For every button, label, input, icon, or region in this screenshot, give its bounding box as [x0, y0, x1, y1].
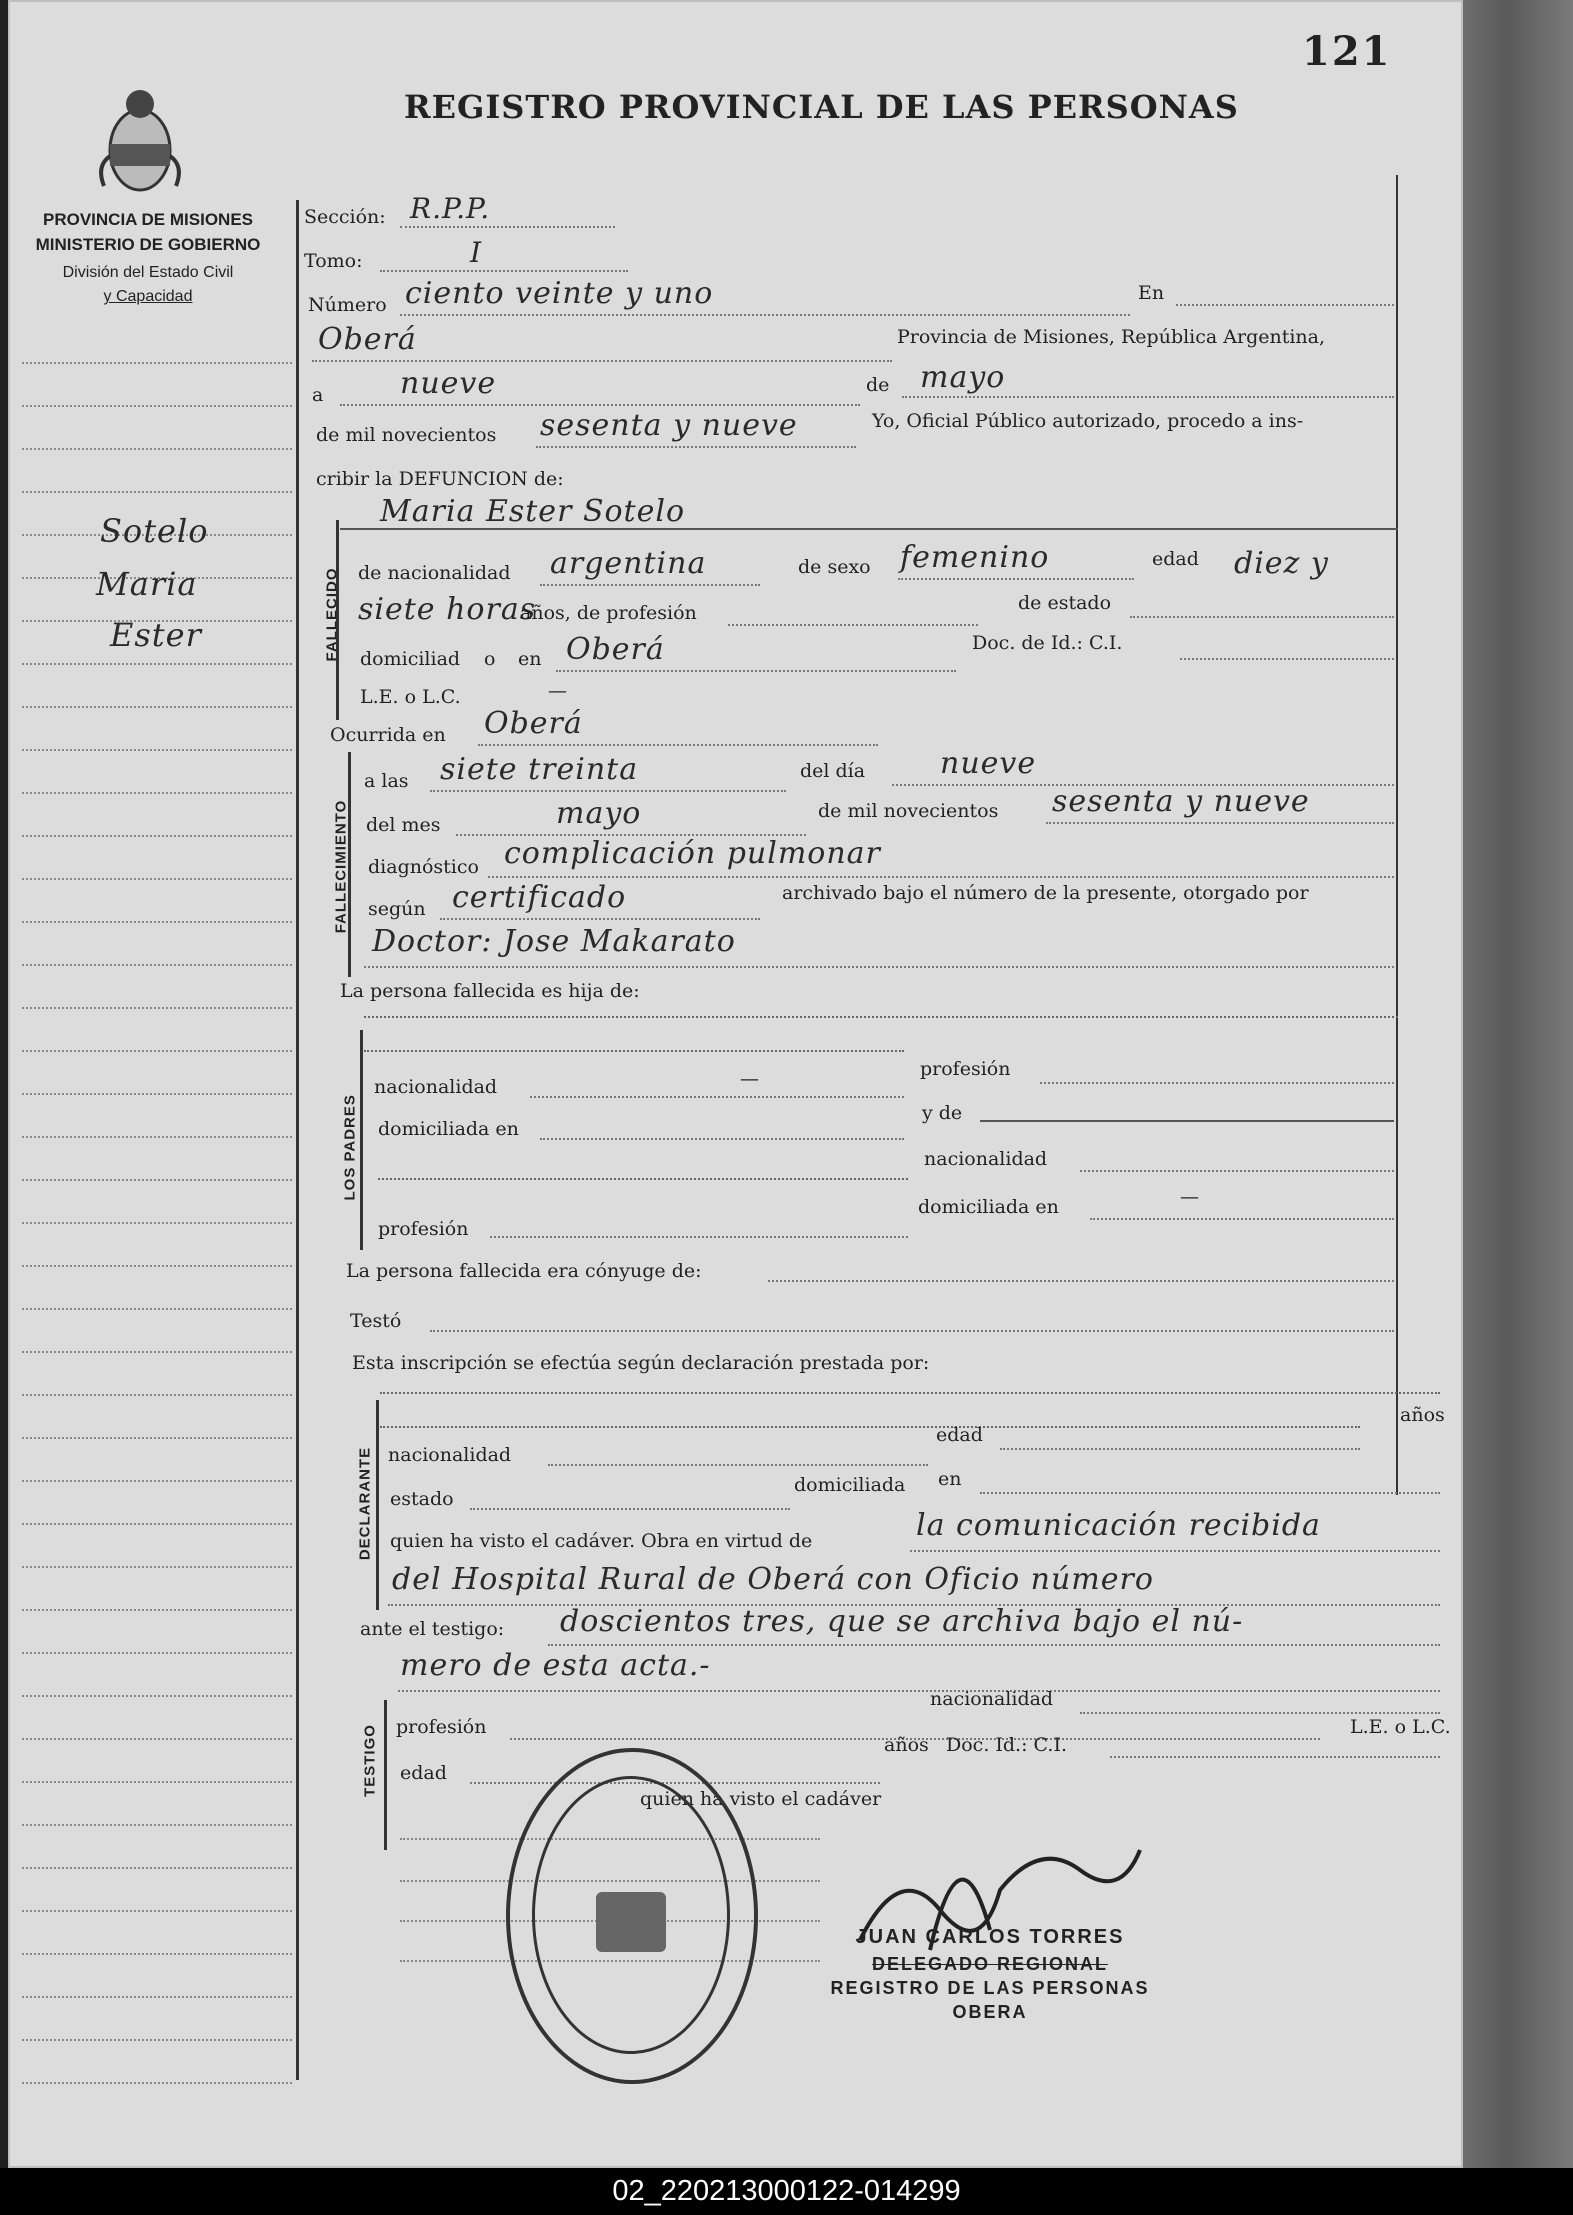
- margin-ruled-line: [22, 1609, 292, 1611]
- padres-blank-line: [378, 1178, 908, 1180]
- margin-ruled-line: [22, 1824, 292, 1826]
- domicilio-value: Oberá: [566, 632, 665, 667]
- obra-value-3: doscientos tres, que se archiva bajo el nú-: [560, 1604, 1244, 1639]
- coat-of-arms-icon: [96, 86, 184, 198]
- estado-label: de estado: [1018, 592, 1112, 614]
- margin-ruled-line: [22, 1996, 292, 1998]
- fallecido-label: FALLECIDO: [323, 567, 341, 662]
- margin-ruled-line: [22, 2039, 292, 2041]
- margin-ruled-line: [22, 1695, 292, 1697]
- madre-nacionalidad-line: [1080, 1166, 1394, 1172]
- margin-ruled-line: [22, 405, 292, 407]
- margin-ruled-line: [22, 1136, 292, 1138]
- division-heading: División del Estado Civil: [62, 264, 234, 281]
- margin-ruled-line: [22, 878, 292, 880]
- padres-label: LOS PADRES: [341, 1094, 359, 1201]
- form-right-border: [1396, 175, 1398, 1495]
- province-heading: PROVINCIA DE MISIONES: [42, 210, 253, 229]
- margin-ruled-line: [22, 835, 292, 837]
- page-number: 121: [1302, 28, 1392, 75]
- margin-ruled-line: [22, 448, 292, 450]
- padres-bracket: [360, 1030, 363, 1250]
- fallecimiento-anio-label: de mil novecientos: [818, 800, 999, 822]
- archivado-text: archivado bajo el número de la presente, otorgado por: [782, 882, 1309, 904]
- padre-nacionalidad-line: [530, 1092, 904, 1098]
- madre-name-line: [980, 1120, 1394, 1122]
- padre-profesion-line: [1040, 1078, 1394, 1084]
- ante-testigo-label: ante el testigo:: [360, 1618, 505, 1640]
- del-dia-value: nueve: [940, 746, 1037, 781]
- doc-line: [1180, 654, 1394, 660]
- book-spine: [1463, 0, 1573, 2168]
- hija-text: La persona fallecida es hija de:: [340, 980, 640, 1002]
- quien-text: quien ha visto el cadáver. Obra en virtud de: [390, 1530, 813, 1552]
- testigo-doc-label: Doc. Id.: C.I.: [946, 1734, 1067, 1756]
- lugar-value: Oberá: [318, 322, 417, 357]
- testigo-le-label: L.E. o L.C.: [1350, 1716, 1451, 1738]
- diagnostico-line: [488, 872, 1394, 878]
- domicilio-en: en: [518, 648, 542, 670]
- margin-ruled-line: [22, 1093, 292, 1095]
- nacionalidad-label: de nacionalidad: [358, 562, 511, 584]
- le-label: L.E. o L.C.: [360, 686, 461, 708]
- margin-ruled-line: [22, 1738, 292, 1740]
- fallecido-nombre: Maria Ester Sotelo: [380, 494, 686, 529]
- tomo-line: [380, 266, 628, 272]
- tomo-value: I: [470, 236, 483, 269]
- del-mes-label: del mes: [366, 814, 441, 836]
- margin-ruled-line: [22, 706, 292, 708]
- numero-value: ciento veinte y uno: [405, 276, 714, 311]
- margin-ruled-line: [22, 1394, 292, 1396]
- tomo-label: Tomo:: [304, 250, 363, 272]
- de-label: de: [866, 374, 890, 396]
- sexo-label: de sexo: [798, 556, 871, 578]
- obra-line-1: [910, 1546, 1440, 1552]
- dia-value: nueve: [400, 366, 497, 401]
- domicilio-label: domiciliad: [360, 648, 461, 670]
- madre-nacionalidad-label: nacionalidad: [924, 1148, 1048, 1170]
- anio-value: sesenta y nueve: [540, 408, 798, 443]
- margin-ruled-line: [22, 1910, 292, 1912]
- margin-ruled-line: [22, 1566, 292, 1568]
- margin-ruled-line: [22, 1351, 292, 1353]
- edad-value-2: siete horas: [358, 592, 537, 627]
- ministry-heading: MINISTERIO DE GOBIERNO: [35, 235, 261, 254]
- capacidad-heading: y Capacidad: [103, 288, 193, 305]
- declarante-edad-line: [1000, 1444, 1360, 1450]
- diagnostico-label: diagnóstico: [368, 856, 479, 878]
- testo-label: Testó: [350, 1310, 402, 1332]
- margin-ruled-line: [22, 964, 292, 966]
- margin-ruled-line: [22, 921, 292, 923]
- del-mes-value: mayo: [556, 796, 642, 831]
- estado-line: [1130, 612, 1394, 618]
- margin-ruled-line: [22, 1222, 292, 1224]
- mes-value: mayo: [920, 360, 1006, 395]
- domicilio-suffix: o: [484, 648, 496, 670]
- sexo-value: femenino: [900, 540, 1050, 575]
- hora-value: siete treinta: [440, 752, 639, 787]
- anios-profesion-label: años, de profesión: [520, 602, 697, 624]
- padre-domiciliada-label: domiciliada en: [378, 1118, 519, 1140]
- margin-ruled-line: [22, 749, 292, 751]
- conyuge-line: [768, 1276, 1394, 1282]
- margin-ruled-line: [22, 1265, 292, 1267]
- image-id-footer: 02_220213000122-014299: [0, 2168, 1573, 2215]
- declarante-nacionalidad-label: nacionalidad: [388, 1444, 512, 1466]
- margin-ruled-line: [22, 362, 292, 364]
- le-value: —: [548, 680, 567, 702]
- declarante-name-line: [380, 1426, 1360, 1428]
- declarante-top-rule: [380, 1392, 1440, 1394]
- padre-name-line: [364, 1050, 904, 1052]
- margin-ruled-line: [22, 1437, 292, 1439]
- declarante-domiciliada-line: [980, 1488, 1440, 1494]
- margin-name-first: Maria: [96, 565, 198, 603]
- testigo-anios-label: años: [884, 1734, 929, 1756]
- ocurrida-value: Oberá: [484, 706, 583, 741]
- declarante-bracket: [376, 1400, 379, 1610]
- margin-divider: [296, 200, 299, 2080]
- padres-top-rule: [364, 1016, 1398, 1018]
- edad-value-1: diez y: [1234, 546, 1329, 581]
- margin-ruled-line: [22, 792, 292, 794]
- padre-profesion2-label: profesión: [378, 1218, 469, 1240]
- testigo-quien-label: quien ha visto el cadáver: [640, 1788, 882, 1810]
- margin-name-second: Ester: [110, 616, 202, 654]
- conyuge-text: La persona fallecida era cónyuge de:: [346, 1260, 702, 1282]
- padre-nacionalidad-label: nacionalidad: [374, 1076, 498, 1098]
- margin-ruled-line: [22, 1523, 292, 1525]
- margin-name-surname: Sotelo: [100, 512, 209, 550]
- obra-value-2: del Hospital Rural de Oberá con Oficio número: [392, 1562, 1154, 1597]
- testigo-doc-line: [1110, 1752, 1440, 1758]
- margin-ruled-line: [22, 1953, 292, 1955]
- testigo-bracket: [384, 1700, 387, 1850]
- doctor-value: Doctor: Jose Makarato: [372, 924, 736, 959]
- numero-label: Número: [308, 294, 387, 316]
- margin-ruled-line: [22, 1308, 292, 1310]
- ocurrida-label: Ocurrida en: [330, 724, 446, 746]
- provincia-text: Provincia de Misiones, República Argentina,: [897, 326, 1326, 348]
- margin-ruled-line: [22, 663, 292, 665]
- official-stamp: [506, 1748, 758, 2084]
- oficial-text: Yo, Oficial Público autorizado, procedo a ins-: [872, 410, 1304, 432]
- diagnostico-value: complicación pulmonar: [504, 836, 881, 871]
- madre-domiciliada-dash: —: [1180, 1186, 1199, 1208]
- obra-line-3: [548, 1640, 1440, 1646]
- anio-prefix: de mil novecientos: [316, 424, 497, 446]
- margin-ruled-line: [22, 1007, 292, 1009]
- declarante-anios-label: años: [1400, 1404, 1445, 1426]
- segun-label: según: [368, 898, 426, 920]
- testigo-edad-label: edad: [400, 1762, 447, 1784]
- margin-ruled-line: [22, 1652, 292, 1654]
- declarante-en-label: en: [938, 1468, 962, 1490]
- y-de-label: y de: [922, 1102, 963, 1124]
- padre-profesion-label: profesión: [920, 1058, 1011, 1080]
- obra-value-1: la comunicación recibida: [916, 1508, 1321, 1543]
- testigo-nacionalidad-line: [1080, 1708, 1440, 1714]
- obra-value-4: mero de esta acta.-: [400, 1648, 711, 1683]
- seccion-label: Sección:: [304, 206, 386, 228]
- inscripcion-text: Esta inscripción se efectúa según declaración prestada por:: [352, 1352, 930, 1374]
- declarante-estado-label: estado: [390, 1488, 454, 1510]
- a-las-label: a las: [364, 770, 409, 792]
- obra-line-4: [398, 1686, 1440, 1692]
- padre-nacionalidad-dash: —: [740, 1068, 759, 1090]
- margin-ruled-line: [22, 1050, 292, 1052]
- madre-domiciliada-label: domiciliada en: [918, 1196, 1059, 1218]
- doctor-line: [364, 962, 1394, 968]
- en-line: [1176, 300, 1394, 306]
- margin-ruled-line: [22, 491, 292, 493]
- testo-line: [430, 1326, 1394, 1332]
- margin-ruled-line: [22, 2082, 292, 2084]
- fallecimiento-label: FALLECIMIENTO: [332, 799, 350, 934]
- signer-office: REGISTRO DE LAS PERSONAS: [830, 1978, 1150, 1998]
- padre-profesion2-line: [490, 1232, 908, 1238]
- declarante-estado-line: [470, 1504, 790, 1510]
- testigo-profesion-label: profesión: [396, 1716, 487, 1738]
- nacionalidad-value: argentina: [550, 546, 707, 581]
- testigo-label: TESTIGO: [361, 1724, 379, 1797]
- en-label: En: [1138, 282, 1165, 304]
- padre-domiciliada-line: [540, 1134, 904, 1140]
- seccion-value: R.P.P.: [410, 192, 491, 225]
- a-label: a: [312, 384, 324, 406]
- segun-value: certificado: [452, 880, 627, 915]
- declarante-edad-label: edad: [936, 1424, 983, 1446]
- signer-role: DELEGADO REGIONAL: [871, 1954, 1108, 1974]
- doc-label: Doc. de Id.: C.I.: [972, 632, 1123, 654]
- document-title: REGISTRO PROVINCIAL DE LAS PERSONAS: [404, 88, 1239, 126]
- testigo-nacionalidad-label: nacionalidad: [930, 1688, 1054, 1710]
- fallecimiento-anio-value: sesenta y nueve: [1052, 784, 1310, 819]
- declarante-nacionalidad-line: [548, 1460, 928, 1466]
- signer-name: JUAN CARLOS TORRES: [855, 1926, 1125, 1948]
- declarante-domiciliada-label: domiciliada: [794, 1474, 906, 1496]
- inscribir-text: cribir la DEFUNCION de:: [316, 468, 564, 490]
- madre-domiciliada-line: [1090, 1214, 1394, 1220]
- margin-ruled-line: [22, 1179, 292, 1181]
- declarante-label: DECLARANTE: [356, 1446, 374, 1561]
- edad-label: edad: [1152, 548, 1199, 570]
- profesion-line: [728, 620, 978, 626]
- del-dia-label: del día: [800, 760, 866, 782]
- margin-ruled-line: [22, 1480, 292, 1482]
- signer-place: OBERA: [952, 2002, 1028, 2022]
- margin-ruled-line: [22, 1781, 292, 1783]
- margin-ruled-line: [22, 1867, 292, 1869]
